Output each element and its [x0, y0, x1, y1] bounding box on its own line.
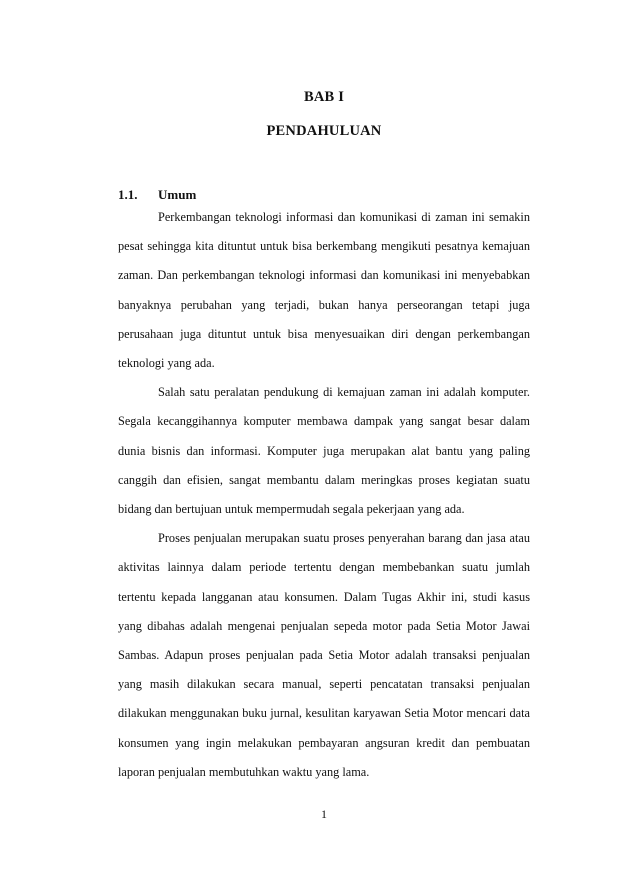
section-heading — [118, 187, 196, 203]
body-text — [118, 203, 530, 787]
section-title: Umum — [158, 187, 197, 202]
chapter-title: PENDAHULUAN — [266, 123, 382, 139]
chapter-label: BAB I — [303, 89, 345, 105]
paragraph: Perkembangan teknologi informasi dan komunikasi di zaman ini semakin pesat sehingga kita dituntut untuk bisa berkembang mengikuti pesatnya kemajuan zaman. Dan perkembangan teknologi informasi dan komunikasi ini menyebabkan banyaknya perubahan yang terjadi, bukan hanya perseorangan tetapi juga perusahaan juga dituntut untuk bisa menyesuaikan diri dengan perkembangan teknologi yang ada. — [118, 210, 530, 371]
paragraph: Proses penjualan merupakan suatu proses penyerahan barang dan jasa atau aktivitas lainnya dalam periode tertentu dengan membebankan suatu jumlah tertentu kepada langganan atau konsumen. Dalam Tugas Akhir ini, studi kasus yang dibahas adalah mengenai penjualan sepeda motor pada Setia Motor Jawai Sambas. Adapun proses penjualan pada Setia Motor adalah transaksi penjualan yang masih dilakukan secara manual, seperti pencatatan transaksi penjualan dilakukan menggunakan buku jurnal, kesulitan karyawan Setia Motor mencari data konsumen yang ingin melakukan pembayaran angsuran kredit dan pembuatan laporan penjualan membutuhkan waktu yang lama. — [118, 531, 530, 779]
section-number: 1.1. — [118, 187, 138, 202]
page-number: 1 — [321, 807, 327, 821]
paragraph: Salah satu peralatan pendukung di kemajuan zaman ini adalah komputer. Segala kecanggihannya komputer membawa dampak yang sangat besar dalam dunia bisnis dan informasi. Komputer juga merupakan alat bantu yang paling canggih dan efisien, sangat membantu dalam meringkas proses kegiatan suatu bidang dan bertujuan untuk mempermudah segala pekerjaan yang ada. — [118, 385, 530, 517]
